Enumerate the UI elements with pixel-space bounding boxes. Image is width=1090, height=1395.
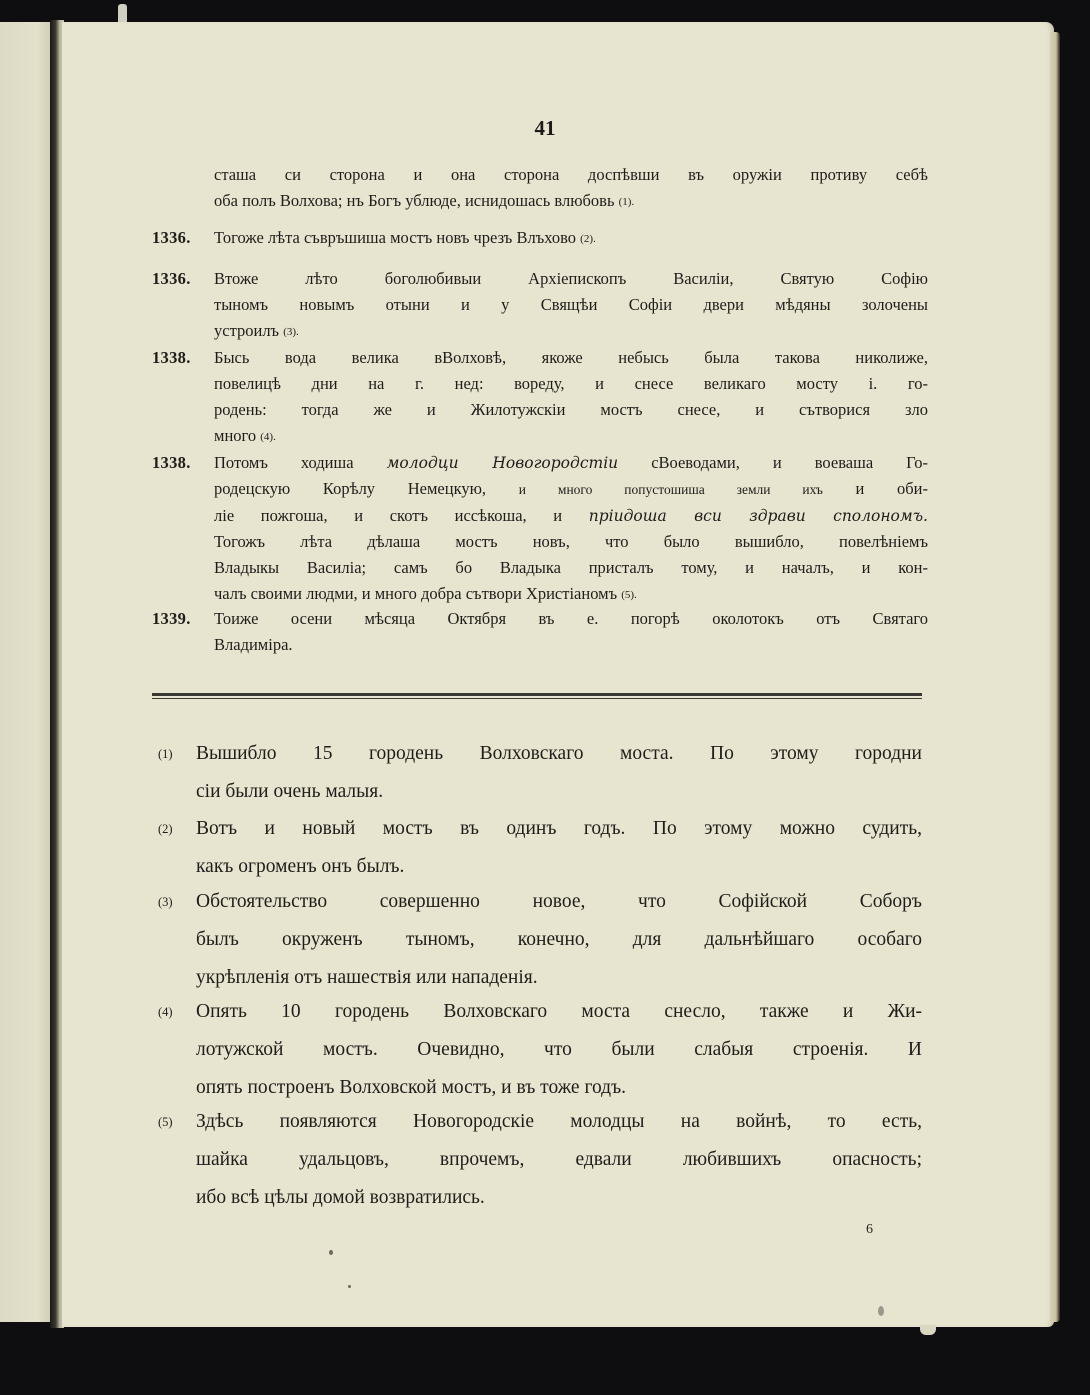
text-line: Бысь вода велика вВолховѣ, якоже небысь была такова николиже, — [214, 348, 928, 367]
ink-speck — [329, 1250, 333, 1255]
text-line: Вышибло 15 городень Волховскаго моста. По этому городни — [196, 743, 922, 764]
footnote — [158, 735, 922, 811]
text-line: Здѣсь появляются Новогородскіе молодцы на войнѣ, то есть, — [196, 1111, 922, 1132]
text-line — [214, 450, 928, 476]
footnote-mark: (5) — [158, 1115, 173, 1129]
entry-year: 1336. — [152, 228, 191, 247]
text-line: Втоже лѣто боголюбивыи Архіепископъ Василіи, Святую Софію — [214, 269, 928, 288]
text-line: Владиміра. — [214, 635, 293, 654]
footnote-ref: (2). — [580, 233, 596, 245]
text-line: Вотъ и новый мостъ въ одинъ годъ. По этому можно судить, — [196, 818, 922, 839]
double-rule-divider — [152, 693, 922, 699]
entry-year: 1339. — [152, 609, 191, 628]
ink-speck — [878, 1306, 884, 1316]
footnote — [158, 883, 922, 997]
text-line: родень: тогда же и Жилотужскіи мостъ снесе, и сътворися зло — [214, 400, 928, 419]
text-line — [214, 318, 928, 345]
text-line: сіи были очень малыя. — [196, 781, 384, 802]
footnote — [158, 1103, 922, 1217]
page-number: 41 — [534, 116, 556, 140]
text-fragment: чалъ своими людми, и много добра сътвори Христіаномъ — [214, 584, 618, 603]
footnote — [158, 810, 922, 886]
footnote-ref: (4). — [260, 431, 276, 443]
text-line: Опять 10 городень Волховскаго моста снесло, также и Жи- — [196, 1001, 922, 1022]
entry-year: 1336. — [152, 269, 191, 288]
small-text: и много попустошиша земли ихъ — [518, 482, 823, 497]
text-fragment: Потомъ ходиша — [214, 453, 354, 472]
text-line — [214, 188, 928, 215]
text-fragment: ліе пожгоша, и скотъ иссѣкоша, и — [214, 506, 563, 525]
text-line: лотужской мостъ. Очевидно, что были слабыя строенія. И — [196, 1039, 922, 1060]
text-line: опять построенъ Волховской мостъ, и въ тоже годъ. — [196, 1077, 627, 1098]
page-tab — [920, 1325, 936, 1335]
footnote-mark: (1) — [158, 747, 173, 761]
footnote-mark: (4) — [158, 1005, 173, 1019]
text-line: укрѣпленія отъ нашествія или нападенія. — [196, 967, 538, 988]
text-fragment: и оби- — [855, 479, 929, 498]
footnote-ref: (5). — [621, 589, 637, 601]
footnote — [158, 993, 922, 1107]
text-fragment: устроилъ — [214, 321, 280, 340]
text-line — [214, 503, 928, 529]
text-line — [214, 225, 928, 252]
text-fragment: много — [214, 426, 257, 445]
footnote-mark: (3) — [158, 895, 173, 909]
text-fragment: сВоеводами, и воеваша Го- — [651, 453, 928, 472]
text-line: Владыкы Василіа; самъ бо Владыка присталъ тому, и началъ, и кон- — [214, 558, 928, 577]
footnote-ref: (1). — [618, 196, 635, 208]
chronicle-continuation — [152, 162, 928, 215]
text-fragment: родецскую Корѣлу Немецкую, — [214, 479, 487, 498]
chronicle-entry — [152, 450, 928, 608]
signature-mark: 6 — [866, 1222, 873, 1237]
text-fragment: Тогоже лѣта съвръшиша мостъ новъ чрезъ Влъхово — [214, 228, 577, 247]
footnote-ref: (3). — [283, 326, 299, 338]
chronicle-entry — [152, 225, 928, 252]
entry-year: 1338. — [152, 453, 191, 472]
entry-year: 1338. — [152, 348, 191, 367]
text-line: Обстоятельство совершенно новое, что Софійской Соборъ — [196, 891, 922, 912]
left-page-edge — [0, 22, 52, 1322]
text-line: Тоиже осени мѣсяца Октября въ е. погорѣ околотокъ отъ Святаго — [214, 609, 928, 628]
text-line: Тогожъ лѣта дѣлаша мостъ новъ, что было вышибло, повелѣніемъ — [214, 532, 928, 551]
chronicle-entry — [152, 266, 928, 345]
italic-text: пріидоша вси здрави сполономъ. — [588, 507, 928, 525]
text-line — [214, 423, 928, 450]
page-stack-edge — [1050, 32, 1060, 1322]
text-line — [214, 581, 928, 608]
italic-text: молодци Новогородстіи — [386, 454, 619, 472]
text-line: тыномъ новымъ отыни и у Свящѣи Софіи двери мѣдяны золочены — [214, 295, 928, 314]
text-line: какъ огроменъ онъ былъ. — [196, 856, 405, 877]
footnote-mark: (2) — [158, 822, 173, 836]
text-line: ибо всѣ цѣлы домой возвратились. — [196, 1187, 485, 1208]
ink-speck — [348, 1285, 351, 1288]
text-line: повелицѣ дни на г. нед: вореду, и снесе великаго мосту і. го- — [214, 374, 928, 393]
text-line — [214, 476, 928, 503]
text-line: сташа си сторона и она сторона доспѣвши въ оружіи противу себѣ — [214, 165, 928, 184]
chronicle-entry — [152, 345, 928, 450]
text-line: шайка удальцовъ, впрочемъ, едвали любившихъ опасность; — [196, 1149, 922, 1170]
text-fragment: оба полъ Волхова; нъ Богъ ублюде, иснидошась влюбовь — [214, 191, 615, 210]
chronicle-entry — [152, 606, 928, 658]
text-line: былъ окруженъ тыномъ, конечно, для дальнѣйшаго особаго — [196, 929, 922, 950]
